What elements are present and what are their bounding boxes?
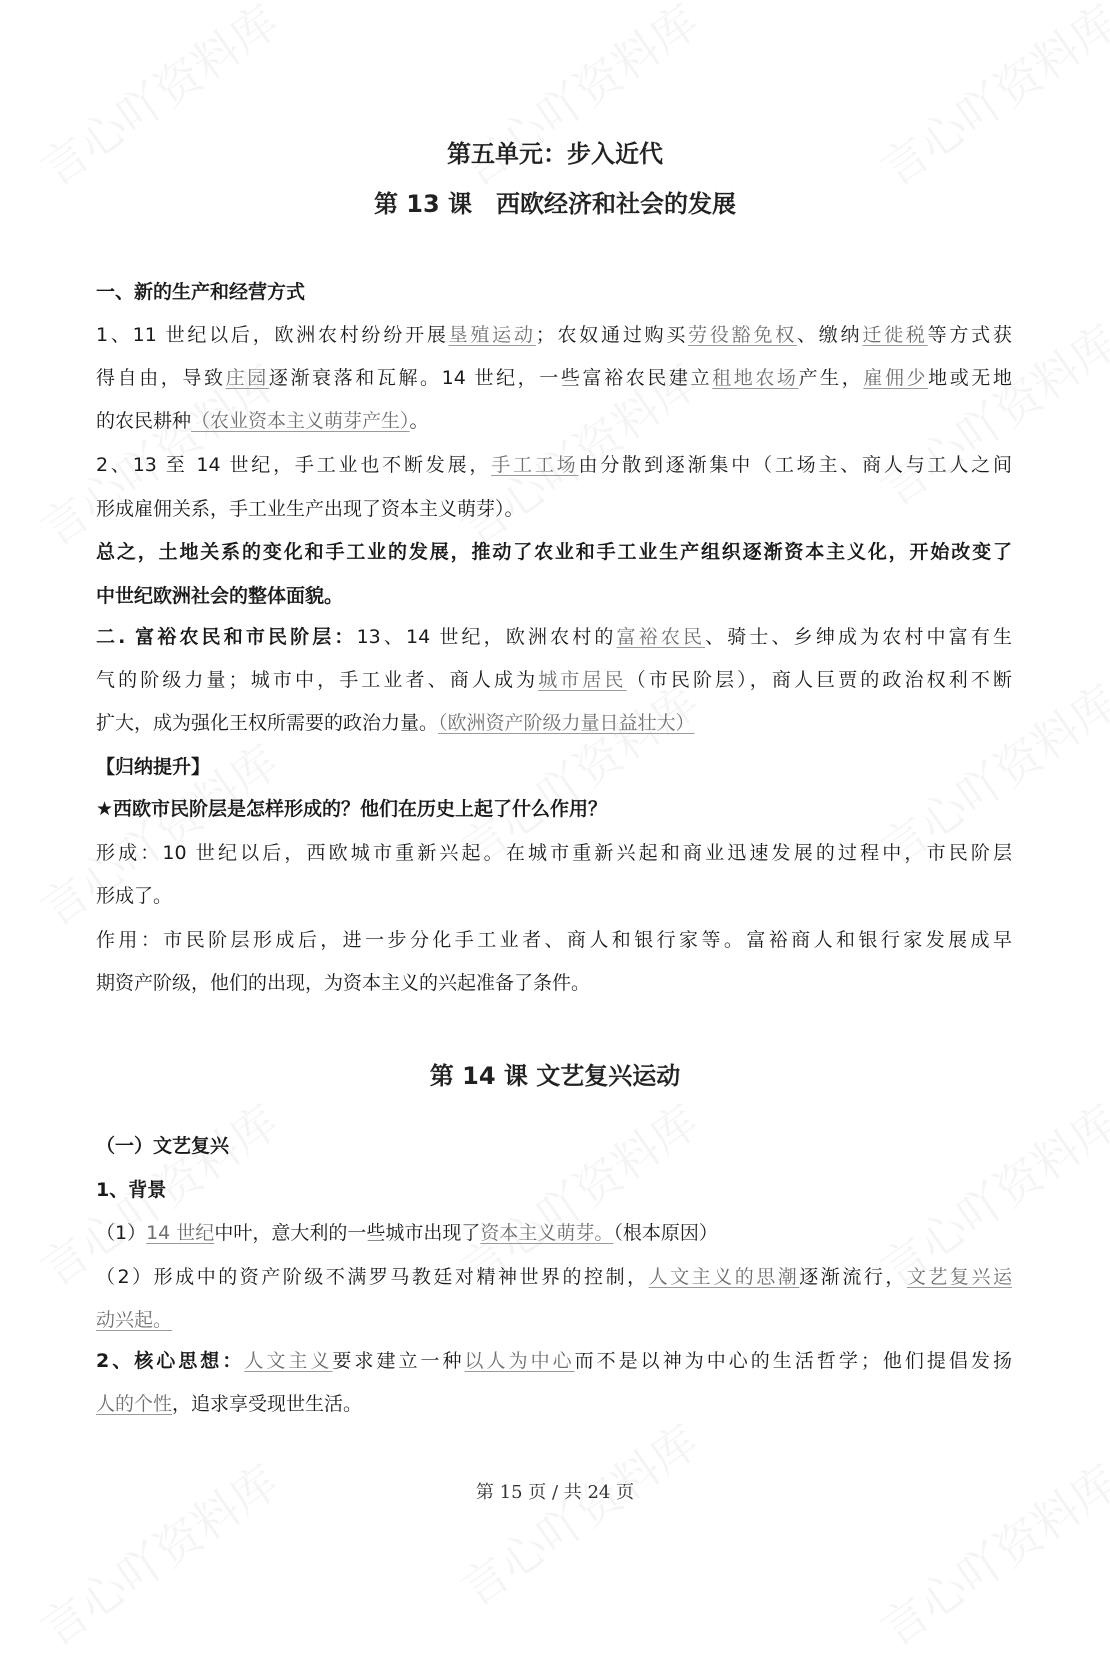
text-segment: 逐渐衰落和瓦解。14 世纪，一些富裕农民建立 [268,367,713,389]
text-segment: 2、13 至 14 世纪，手工业也不断发展， [96,454,492,476]
text-line [96,581,1012,611]
key-term: 雇佣少 [863,367,929,389]
text-segment: 得自由，导致 [96,367,226,389]
key-term: （农业资本主义萌芽产生） [191,410,410,432]
text-segment: 地或无地 [928,367,1012,389]
text-line [96,363,1012,393]
text-line [96,794,1012,824]
key-term: 垦殖运动 [448,324,536,346]
text-segment: 要求建立一种 [332,1350,465,1372]
key-term: 手工工场 [491,454,579,476]
text-segment: 气的阶级力量；城市中，手工业者、商人成为 [96,669,539,691]
text-segment: 、骑士、乡绅成为农村中富有生 [705,626,1012,648]
unit-title: 第五单元：步入近代 [447,140,663,168]
bold-text: 总之，土地关系的变化和手工业的发展，推动了农业和手工业生产组织逐渐资本主义化，开始改变了 [96,541,1012,563]
text-line [96,320,1012,350]
text-line [96,708,1012,738]
watermark [446,0,710,199]
bold-text: 2、核心思想： [96,1350,245,1372]
page-footer: 第 15 页 / 共 24 页 [475,1482,635,1503]
bold-text: ★西欧市民阶层是怎样形成的？他们在历史上起了什么作用？ [96,798,608,820]
text-line [96,665,1012,695]
text-line [96,1262,1012,1292]
text-segment: （1） [96,1222,147,1244]
text-segment: 、缴纳 [797,324,863,346]
text-line [96,838,1012,868]
key-term: 人文主义 [244,1350,333,1372]
key-term: 人的个性 [96,1393,173,1415]
text-line [96,1131,1012,1161]
bold-text: 一、新的生产和经营方式 [96,281,306,303]
text-segment: ；农奴通过购买 [535,324,689,346]
lesson-13-title: 第 13 课 西欧经济和社会的发展 [373,190,737,218]
text-segment: 13、14 世纪，欧洲农村的 [356,626,617,648]
bold-text: 1、背景 [96,1179,167,1201]
bold-text: 【归纳提升】 [96,756,211,778]
watermark [866,0,1110,199]
key-term: 人文主义的思潮 [648,1266,800,1288]
key-term: 文艺复兴运 [906,1266,1012,1288]
text-line [96,537,1012,567]
text-line [96,968,1012,998]
text-line [96,1389,1012,1419]
key-term: 迁徙税 [862,324,928,346]
text-line [96,622,1012,652]
watermark [446,1407,710,1619]
text-segment: 形成了。 [96,885,173,907]
text-segment: （根本原因） [613,1222,718,1244]
text-segment: 扩大，成为强化王权所需要的政治力量。 [96,712,439,734]
bold-text: 二. 富裕农民和市民阶层： [96,626,357,648]
text-line [96,277,1012,307]
text-segment: （2）形成中的资产阶级不满罗马教廷对精神世界的控制， [96,1266,649,1288]
key-term: 以人为中心 [464,1350,575,1372]
text-segment: 。 [409,410,429,432]
text-segment: 作用：市民阶层形成后，进一步分化手工业者、商人和银行家等。富裕商人和银行家发展成早 [96,929,1012,951]
text-segment: 形成雇佣关系，手工业生产出现了资本主义萌芽）。 [96,498,524,520]
text-segment: 逐渐流行， [799,1266,907,1288]
text-segment: 形成：10 世纪以后，西欧城市重新兴起。在城市重新兴起和商业迅速发展的过程中，市民阶层 [96,842,1012,864]
text-line [96,1218,1012,1248]
key-term: 富裕农民 [616,626,706,648]
text-line [96,1305,1012,1335]
text-segment: 等方式获 [927,324,1012,346]
text-segment: ，追求享受现世生活。 [172,1393,363,1415]
key-term: （欧洲资产阶级力量日益壮大） [438,712,695,734]
text-segment: 而不是以神为中心的生活哲学；他们提倡发扬 [574,1350,1012,1372]
text-segment: （市民阶层），商人巨贾的政治权利不断 [626,669,1012,691]
key-term: 租地农场 [712,367,799,389]
key-term: 庄园 [225,367,269,389]
text-segment: 由分散到逐渐集中（工场主、商人与工人之间 [578,454,1012,476]
text-segment: 中叶，意大利的一些城市出现了 [214,1222,481,1244]
key-term: 14 世纪 [146,1222,215,1244]
lesson-14-title: 第 14 课 文艺复兴运动 [429,1062,681,1090]
text-line [96,406,1012,436]
text-line [96,450,1012,480]
key-term: 劳役豁免权 [688,324,797,346]
text-segment: 的农民耕种 [96,410,192,432]
text-segment: 产生， [798,367,864,389]
text-line [96,881,1012,911]
text-segment: 期资产阶级，他们的出现，为资本主义的兴起准备了条件。 [96,972,591,994]
text-line [96,925,1012,955]
key-term: 动兴起。 [96,1309,173,1331]
text-line [96,1175,1012,1205]
text-line [96,1346,1012,1376]
text-line [96,752,1012,782]
watermark [26,0,290,199]
bold-text: （一）文艺复兴 [96,1135,230,1157]
key-term: 城市居民 [538,669,627,691]
bold-text: 中世纪欧洲社会的整体面貌。 [96,585,344,607]
key-term: 资本主义萌芽。 [480,1222,614,1244]
text-segment: 1、11 世纪以后，欧洲农村纷纷开展 [96,324,449,346]
text-line [96,494,1012,524]
